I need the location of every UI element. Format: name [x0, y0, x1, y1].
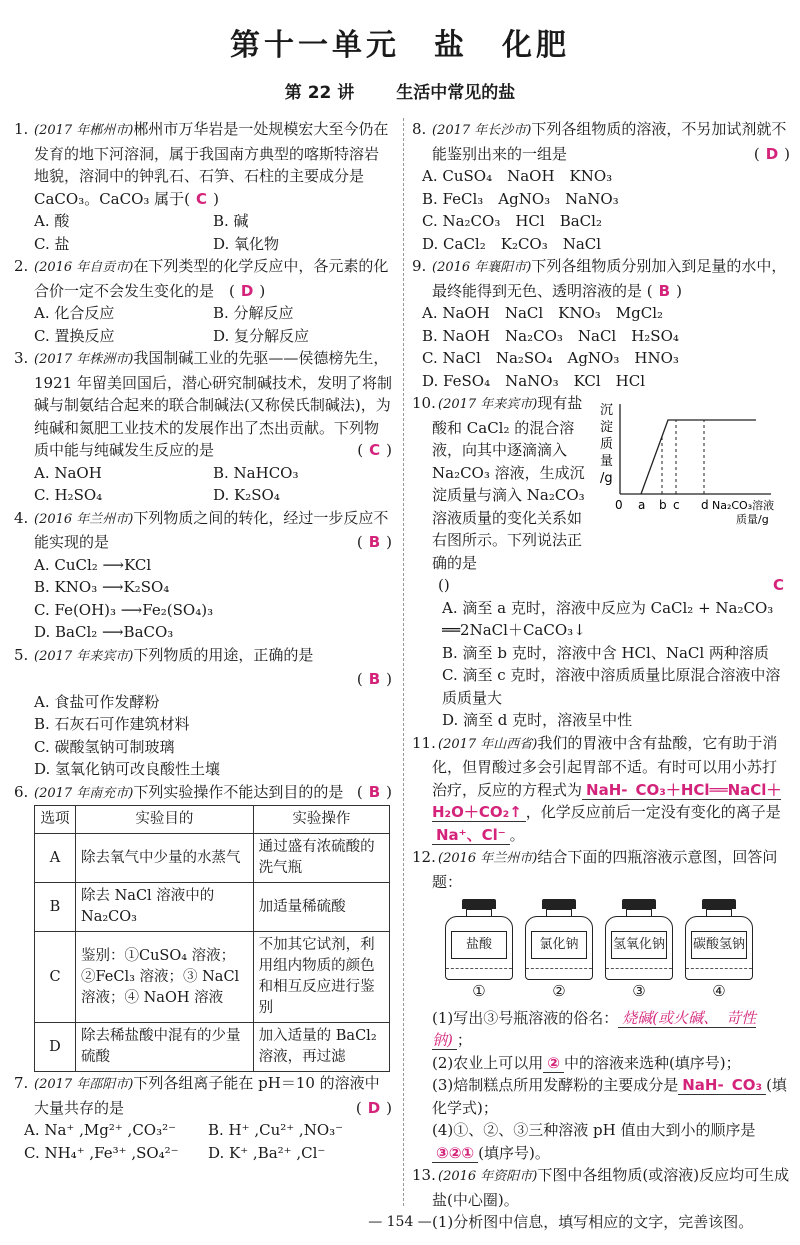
answer: C — [369, 441, 381, 459]
option: D. FeSO₄ NaNO₃ KCl HCl — [422, 371, 646, 390]
experiment-table: 选项 实验目的 实验操作 A 除去氧气中少量的水蒸气 通过盛有浓硫酸的洗气瓶 B 除去 NaCl 溶液中的 Na₂CO₃ 加适量稀硫酸 C 鉴别：①CuSO₄ 溶液；②FeCl₃ 溶液；③ NaCl 溶液；④ NaOH 溶液 不加其它试剂，利用组内物质的颜色和相互反应进行鉴别 D 除去稀盐酸中混有的少量硫酸 加入适量的 BaCl₂ 溶液，再过滤 — [34, 805, 390, 1072]
answer: D — [240, 281, 254, 300]
option: A. NaOH — [34, 463, 102, 482]
option: C. Na₂CO₃ HCl BaCl₂ — [422, 212, 602, 230]
option: D. K₂SO₄ — [213, 486, 280, 504]
option: D. 氧化物 — [213, 234, 280, 253]
answer-fill: CO₃＋HCl══NaCl＋H₂O＋CO₂↑ — [432, 780, 782, 821]
option: B. 碱 — [213, 212, 249, 230]
y-label-char: 质 — [600, 437, 614, 452]
answer-fill: 苛性钠) — [432, 1008, 757, 1049]
option: D. 氢氧化钠可改良酸性土壤 — [34, 760, 221, 778]
question-13: 13. (2016 年资阳市)下图中各组物质(或溶液)反应均可生成盐(中心圈)。 (1)分析图中信息，填写相应的文字，完善该图。 — [412, 1166, 790, 1231]
answer-fill: ③②① — [432, 1144, 478, 1163]
option: C. NH₄⁺ ,Fe³⁺ ,SO₄²⁻ — [24, 1143, 179, 1162]
origin-label: 0 — [615, 498, 624, 512]
table-row: B 除去 NaCl 溶液中的 Na₂CO₃ 加适量稀硫酸 — [35, 883, 390, 932]
option: C. 滴至 c 克时，溶液中溶质质量比原混合溶液中溶质质量大 — [442, 666, 781, 707]
option: D. K⁺ ,Ba²⁺ ,Cl⁻ — [208, 1143, 326, 1162]
option: A. 滴至 a 克时，溶液中反应为 CaCl₂ + Na₂CO₃ ══2NaCl＋CaCO₃↓ — [442, 598, 774, 639]
question-12: 12. (2016 年兰州市)结合下面的四瓶溶液示意图，回答问题： 盐酸 ① 氯化钠 ② 氢氧化钠 ③ 碳酸氢钠 ④ (1)写出③号瓶溶液的俗名： 烧碱(或火碱、 苛性钠) ； (2)农业上可以用 ② 中的溶液来选种(填序号)； (3)焙制糕点所用发酵粉的主要成分是 NaH- CO₃ (填化学式)； (4)①、②、③三种溶液 pH 值由大到小的顺序是③②① (填序号)。 — [412, 846, 790, 1164]
left-column — [14, 118, 392, 1164]
question-3: 3. (2017 年株洲市)我国制碱工业的先驱——侯德榜先生，1921 年留美回国后，潜心研究制碱技术，发明了将制碱与制氨结合起来的联合制碱法(又称侯氏制碱法)，为纯碱和氮肥工业技术的发展作出了杰出贡献。下列物质中能与纯碱发生反应的是 ( C ) A. NaOH B. NaHCO₃ C. H₂SO₄ D. K₂SO₄ — [14, 347, 392, 507]
answer-fill: 烧碱(或火碱、 — [618, 1009, 722, 1028]
option: B. NaHCO₃ — [213, 463, 299, 482]
option: D. 复分解反应 — [213, 326, 310, 345]
option: B. H⁺ ,Cu²⁺ ,NO₃⁻ — [208, 1121, 344, 1139]
answer-fill: NaH- — [678, 1076, 727, 1095]
question-7: 7. (2017 年邵阳市)下列各组离子能在 pH＝10 的溶液中大量共存的是 ( D ) A. Na⁺ ,Mg²⁺ ,CO₃²⁻ B. H⁺ ,Cu²⁺ ,NO₃⁻ C. NH₄⁺ ,Fe³⁺ ,SO₄²⁻ D. K⁺ ,Ba²⁺ ,Cl⁻ — [14, 1072, 392, 1164]
question-5: 5. (2017 年来宾市)下列物质的用途，正确的是 ( B ) A. 食盐可作发酵粉 B. 石灰石可作建筑材料 C. 碳酸氢钠可制玻璃 D. 氢氧化钠可改良酸性土壤 — [14, 644, 392, 781]
option: D. BaCl₂ ⟶BaCO₃ — [34, 623, 174, 641]
lecture-number: 第 22 讲 — [284, 83, 355, 103]
answer: B — [368, 533, 381, 551]
option: C. H₂SO₄ — [34, 486, 103, 504]
answer: D — [765, 144, 779, 163]
option: A. 食盐可作发酵粉 — [34, 692, 160, 711]
option: D. CaCl₂ K₂CO₃ NaCl — [422, 234, 602, 253]
tick-label: b — [659, 498, 668, 512]
x-axis-label: 质量/g — [736, 513, 770, 526]
option: B. 石灰石可作建筑材料 — [34, 715, 190, 733]
question-9: 9. (2016 年襄阳市)下列各组物质分别加入到足量的水中，最终能得到无色、透明溶液的是 ( B ) A. NaOH NaCl KNO₃ MgCl₂ B. NaOH Na₂CO₃ NaCl H₂SO₄ C. NaCl Na₂SO₄ AgNO₃ HNO₃ D. FeSO₄ NaNO₃ KCl HCl — [412, 255, 790, 392]
y-label-char: 沉 — [600, 403, 614, 418]
option: B. KNO₃ ⟶K₂SO₄ — [34, 578, 170, 596]
option: C. 盐 — [34, 234, 70, 253]
tick-label: d — [701, 498, 710, 512]
tick-label: c — [673, 498, 681, 512]
column-divider — [403, 118, 404, 1206]
option: C. 碳酸氢钠可制玻璃 — [34, 737, 175, 756]
option: C. Fe(OH)₃ ⟶Fe₂(SO₄)₃ — [34, 600, 214, 619]
question-8: 8. (2017 年长沙市)下列各组物质的溶液，不另加试剂就不能鉴别出来的一组是 ( D ) A. CuSO₄ NaOH KNO₃ B. FeCl₃ AgNO₃ NaNO₃ C. Na₂CO₃ HCl BaCl₂ D. CaCl₂ K₂CO₃ NaCl — [412, 118, 790, 255]
answer: D — [367, 1098, 381, 1117]
question-10: 10. (2017 年来宾市)现有盐酸和 CaCl₂ 的混合溶液，向其中逐滴滴入 Na₂CO₃ 溶液，生成沉淀质量与滴入 Na₂CO₃ 溶液质量的变化关系如右图所示。下列说法正确的是 沉 淀 质 量 /g 0 a b c d Na₂CO₃溶液 质量/g ( C ) A. 滴至 a 克时，溶液中反应为 CaCl₂ + Na₂CO₃ ══2NaCl＋CaCO₃↓ B. 滴至 b 克时，溶液中含 HCl、NaCl 两种溶质 C. 滴至 c 克时，溶液中溶质质量比原混合溶液中溶质质量大 D. 滴至 d 克时，溶液呈中性 — [412, 392, 790, 732]
bottle-row — [444, 899, 790, 1003]
table-row: D 除去稀盐酸中混有的少量硫酸 加入适量的 BaCl₂ 溶液，再过滤 — [35, 1023, 390, 1072]
table-row: A 除去氧气中少量的水蒸气 通过盛有浓硫酸的洗气瓶 — [35, 834, 390, 883]
precipitate-graph — [596, 396, 790, 526]
lecture-header — [0, 78, 800, 103]
answer-fill: CO₃ — [728, 1076, 766, 1095]
y-label-char: /g — [600, 471, 614, 486]
answer: B — [368, 782, 381, 801]
answer: B — [658, 281, 671, 300]
option: B. NaOH Na₂CO₃ NaCl H₂SO₄ — [422, 326, 679, 345]
unit-title: 第十一单元 盐 化肥 — [230, 28, 570, 63]
question-6: 6. (2017 年南充市)下列实验操作不能达到目的的是 ( B ) 选项 实验目的 实验操作 A 除去氧气中少量的水蒸气 通过盛有浓硫酸的洗气瓶 B 除去 NaCl 溶液中的 Na₂CO₃ 加适量稀硫酸 C 鉴别：①CuSO₄ 溶液；②FeCl₃ 溶液；③ NaCl 溶液；④ NaOH 溶液 不加其它试剂，利用组内物质的颜色和相互反应进行鉴别 D 除去稀盐酸中混有的少量硫酸 加入适量的 BaCl₂ 溶液，再过滤 — [14, 781, 392, 1073]
option: B. FeCl₃ AgNO₃ NaNO₃ — [422, 189, 619, 208]
question-2: 2. (2016 年自贡市)在下列类型的化学反应中，各元素的化合价一定不会发生变化的是 ( D ) A. 化合反应 B. 分解反应 C. 置换反应 D. 复分解反应 — [14, 255, 392, 347]
precipitate-line — [641, 420, 756, 494]
option: D. 滴至 d 克时，溶液呈中性 — [442, 711, 633, 729]
right-column — [412, 118, 790, 1234]
option: A. Na⁺ ,Mg²⁺ ,CO₃²⁻ — [24, 1121, 177, 1139]
option: A. CuSO₄ NaOH KNO₃ — [422, 167, 613, 185]
lecture-title: 生活中常见的盐 — [396, 83, 516, 103]
bottle: 碳酸氢钠 ④ — [684, 899, 754, 1003]
answer-fill: NaH- — [582, 781, 631, 800]
answer-fill: Na⁺、Cl⁻ — [432, 826, 510, 845]
option: B. 分解反应 — [213, 304, 294, 322]
answer: C — [772, 576, 784, 594]
option: C. 置换反应 — [34, 326, 115, 345]
option: A. 化合反应 — [34, 304, 115, 322]
page-number: — 154 — — [368, 1214, 432, 1230]
question-11: 11. (2017 年山西省)我们的胃液中含有盐酸，它有助于消化，但胃酸过多会引起胃部不适。有时可以用小苏打治疗，反应的方程式为 NaH- CO₃＋HCl══NaCl＋H₂O＋CO₂↑ ，化学反应前后一定没有变化的离子是Na⁺、Cl⁻ 。 — [412, 733, 782, 844]
tick-label: a — [638, 498, 646, 512]
option: A. 酸 — [34, 212, 70, 230]
x-axis-label: Na₂CO₃溶液 — [712, 499, 775, 512]
bottle: 氯化钠 ② — [524, 899, 594, 1003]
bottle: 氢氧化钠 ③ — [604, 899, 674, 1003]
bottle: 盐酸 ① — [444, 899, 514, 1003]
y-axis-label — [600, 403, 613, 486]
answer-fill: ② — [543, 1054, 564, 1073]
option: A. NaOH NaCl KNO₃ MgCl₂ — [422, 304, 664, 322]
question-1: 1. (2017 年郴州市)郴州市万华岩是一处规模宏大至今仍在发育的地下河溶洞，属于我国南方典型的喀斯特溶岩地貌，溶洞中的钟乳石、石笋、石柱的主要成分是 CaCO₃。CaCO₃ 属于( C ) A. 酸 B. 碱 C. 盐 D. 氧化物 — [14, 118, 392, 255]
question-4: 4. (2016 年兰州市)下列物质之间的转化，经过一步反应不能实现的是 ( B ) A. CuCl₂ ⟶KCl B. KNO₃ ⟶K₂SO₄ C. Fe(OH)₃ ⟶Fe₂(SO₄)₃ D. BaCl₂ ⟶BaCO₃ — [14, 507, 392, 644]
option: C. NaCl Na₂SO₄ AgNO₃ HNO₃ — [422, 349, 679, 367]
table-row: C 鉴别：①CuSO₄ 溶液；②FeCl₃ 溶液；③ NaCl 溶液；④ NaOH 溶液 不加其它试剂，利用组内物质的颜色和相互反应进行鉴别 — [35, 932, 390, 1023]
answer: B — [368, 670, 381, 688]
y-label-char: 淀 — [600, 420, 614, 435]
y-label-char: 量 — [600, 454, 614, 469]
option: B. 滴至 b 克时，溶液中含 HCl、NaCl 两种溶质 — [442, 643, 769, 662]
answer: C — [196, 189, 208, 208]
option: A. CuCl₂ ⟶KCl — [34, 555, 152, 574]
